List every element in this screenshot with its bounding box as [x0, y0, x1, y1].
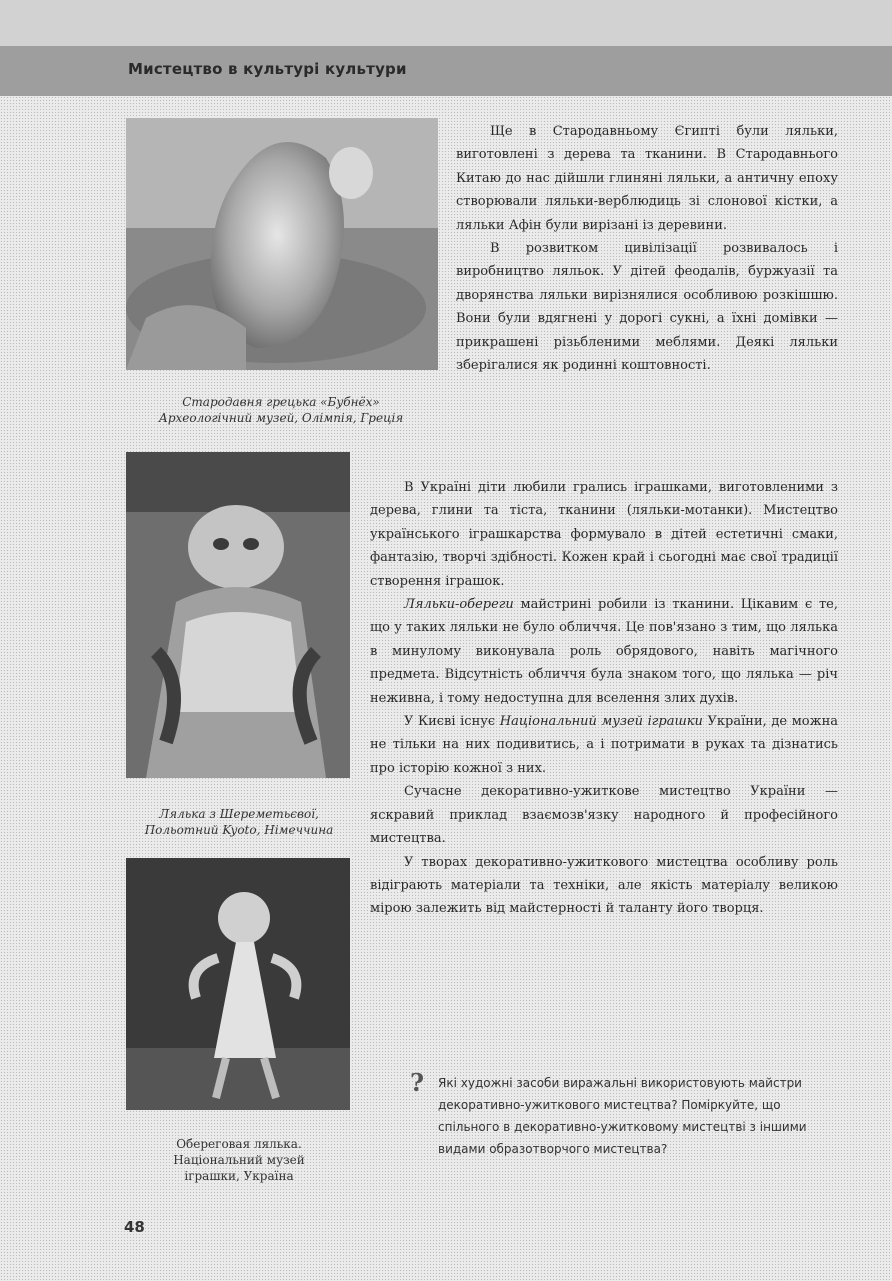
top-margin	[0, 0, 892, 46]
term-amulet-dolls: Ляльки-обереги	[404, 597, 514, 613]
figure3-caption-line2: Національний музей	[173, 1153, 305, 1167]
figure2-caption	[126, 806, 352, 838]
photo-wooden-doll	[126, 452, 350, 778]
figure2-caption-line1: Лялька з Шереметьєвої,	[159, 807, 319, 821]
photo-ancient-greek-doll	[126, 118, 438, 370]
paragraph-materials: У творах декоративно-ужиткового мистецтва особливу роль відіграють матеріали та техніки, але якість матеріалу великою мірою залежить від майстерності й таланту його творця.	[370, 854, 838, 917]
figure3-caption	[126, 1136, 352, 1184]
paragraph-ancient-dolls: Ще в Стародавньому Єгипті були ляльки, виготовлені з дерева та тканини. В Стародавнього Китаю до нас дійшли глиняні ляльки, а античну епоху створювали ляльки-верблюдиць зі слонової кістки, а ляльки Афін були вирізані із деревини.	[456, 124, 838, 233]
figure2-caption-line2: Польотний Kyoto, Німеччина	[144, 823, 334, 837]
term-toy-museum: Національний музей іграшки	[499, 714, 703, 730]
figure1-caption-line2: Археологічний музей, Олімпія, Греція	[158, 411, 404, 425]
photo-amulet-doll	[126, 858, 350, 1110]
text-column-main	[370, 476, 838, 921]
figure3-caption-line3: іграшки, Україна	[184, 1169, 294, 1183]
page-number: 48	[124, 1218, 145, 1236]
question-mark-icon: ?	[410, 1068, 425, 1097]
running-header-title: Мистецтво в культурі культури	[128, 60, 407, 78]
figure1-caption-line1: Стародавня грецька «Бубнёх»	[182, 395, 380, 409]
paragraph-civilization-dolls: В розвитком цивілізації розвивалось і виробництво ляльок. У дітей феодалів, буржуазії та дворянства ляльки вирізнялися особливою розкішшю. Вони були вдягнені у дорогі сукні, а їхні домівки — прикрашені різьбленими меблями. Деякі ляльки зберігалися як родинні коштовності.	[456, 241, 838, 374]
question-text: Які художні засоби виражальні використовують майстри декоративно-ужиткового мистецтва? Поміркуйте, що спільного в декоративно-ужитковому мистецтві з іншими видами образотворчого мистецтва?	[438, 1076, 807, 1156]
paragraph-modern-art: Сучасне декоративно-ужиткове мистецтво України — яскравий приклад взаємозв'язку народного й професійного мистецтва.	[370, 784, 838, 847]
paragraph-toy-museum: У Києві існує Національний музей іграшки України, де можна не тільки на них подивитись, а і потримати в руках та дізнатись про історію кожної з них.	[370, 714, 839, 776]
paragraph-ukraine-toys: В Україні діти любили грались іграшками, виготовленими з дерева, глини та тіста, тканини (ляльки-мотанки). Мистецтво українського іграшкарства формувало в дітей естетичні смаки, фантазію, творчі здібності. Кожен край і сьогодні має свої традиції створення іграшок.	[370, 480, 838, 589]
text-column-upper	[456, 120, 838, 377]
figure3-caption-line1: Обереговая лялька.	[176, 1137, 302, 1151]
question-block	[410, 1068, 840, 1160]
figure1-caption	[126, 394, 436, 426]
paragraph-amulet-dolls: Ляльки-обереги майстрині робили із тканини. Цікавим є те, що у таких ляльки не було обличчя. Це пов'язано з тим, що лялька в минулому виконувала роль обрядового, навіть магічного предмета. Відсутність обличчя була знаком того, що лялька — річ неживна, і тому недоступна для вселення злих духів.	[370, 597, 838, 706]
